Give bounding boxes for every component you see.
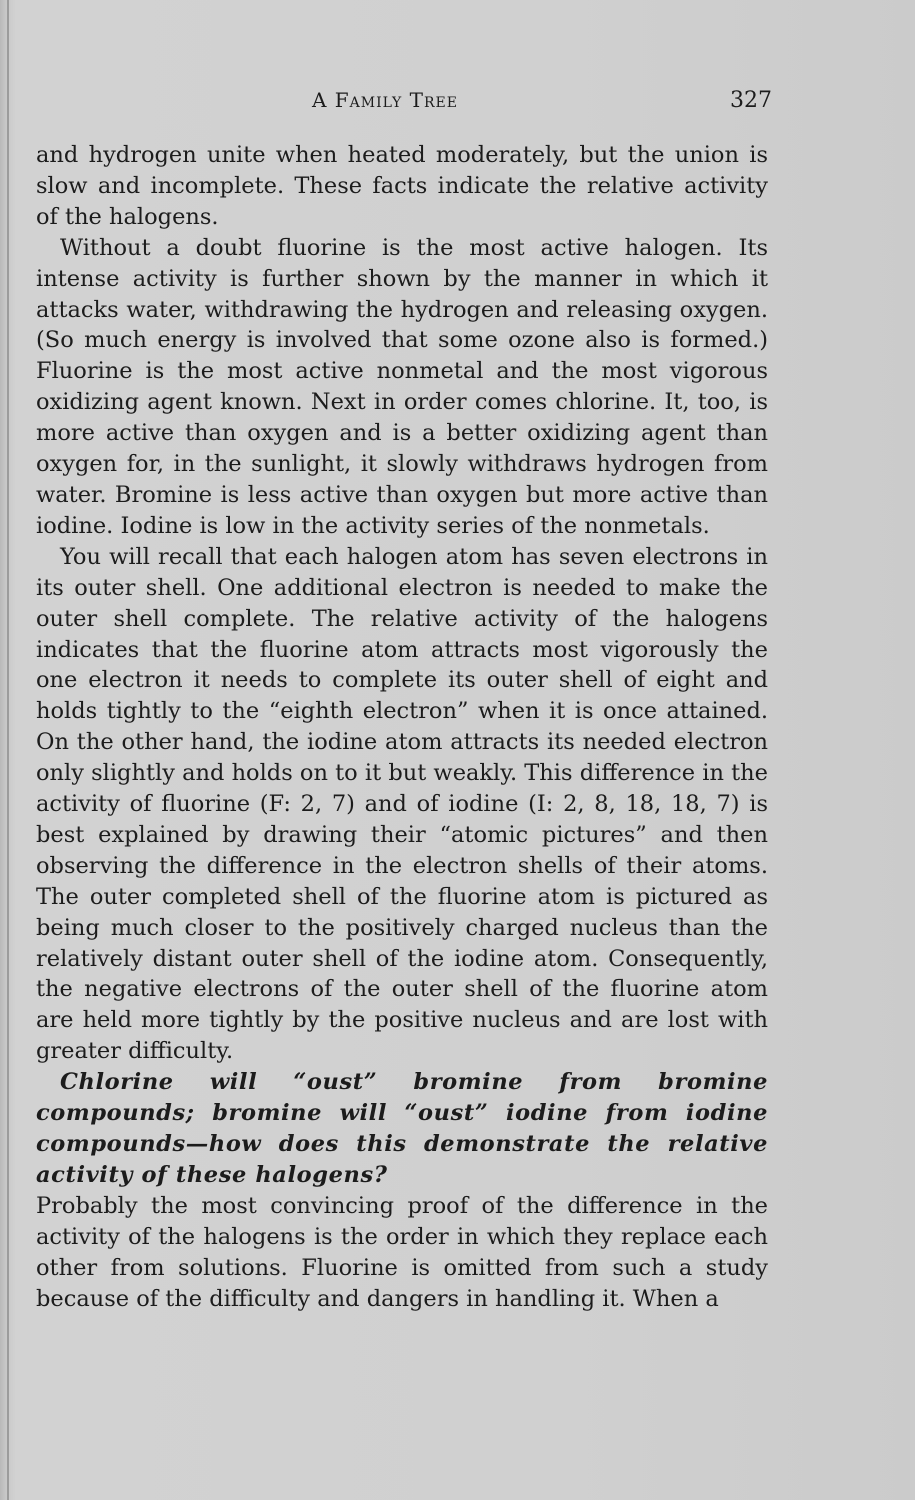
paragraph-electron-shells: You will recall that each halogen atom has seven electrons in its outer shell. One additional electron is needed to make the outer shell complete. The relative activity of the halogens indicates that the fluorine atom attracts most vigorously the one electron it needs to complete its outer shell of eight and holds tightly to the “eighth electron” when it is once attained. On the other hand, the iodine atom attracts its needed electron only slightly and holds on to it but weakly. This difference in the activity of fluorine (F: 2, 7) and of iodine (I: 2, 8, 18, 18, 7) is best explained by drawing their “atomic pictures” and then observing the difference in the electron shells of their atoms. The outer completed shell of the fluorine atom is pictured as being much closer to the positively charged nucleus than the relatively distant outer shell of the iodine atom. Consequently, the negative electrons of the outer shell of the fluorine atom are held more tightly by the positive nucleus and are lost with greater difficulty. bbox=[36, 543, 768, 1065]
page-binding-edge bbox=[7, 0, 9, 1500]
body-text bbox=[36, 140, 768, 1314]
page-number: 327 bbox=[730, 88, 772, 113]
running-head: A Family Tree bbox=[312, 88, 458, 112]
paragraph-continuation: and hydrogen unite when heated moderately, but the union is slow and incomplete. These facts indicate the relative activity of the halogens. bbox=[36, 142, 768, 230]
paragraph-fluorine-activity: Without a doubt fluorine is the most active halogen. Its intense activity is further shown by the manner in which it attacks water, withdrawing the hydrogen and releasing oxygen. (So much energy is involved that some ozone also is formed.) Fluorine is the most active nonmetal and the most vigorous oxidizing agent known. Next in order comes chlorine. It, too, is more active than oxygen and is a better oxidizing agent than oxygen for, in the sunlight, it slowly withdraws hydrogen from water. Bromine is less active than oxygen but more active than iodine. Iodine is low in the activity series of the nonmetals. bbox=[36, 234, 768, 539]
paragraph-replacement-order: Probably the most convincing proof of the difference in the activity of the halogens is the order in which they replace each other from solutions. Fluorine is omitted from such a study because of the difficulty and dangers in handling it. When a bbox=[36, 1192, 768, 1312]
page-header bbox=[0, 88, 915, 120]
question-heading: Chlorine will “oust” bromine from bromine compounds; bromine will “oust” iodine from iodine compounds—how does this demonstrate the relative activity of these halogens? bbox=[36, 1069, 768, 1188]
